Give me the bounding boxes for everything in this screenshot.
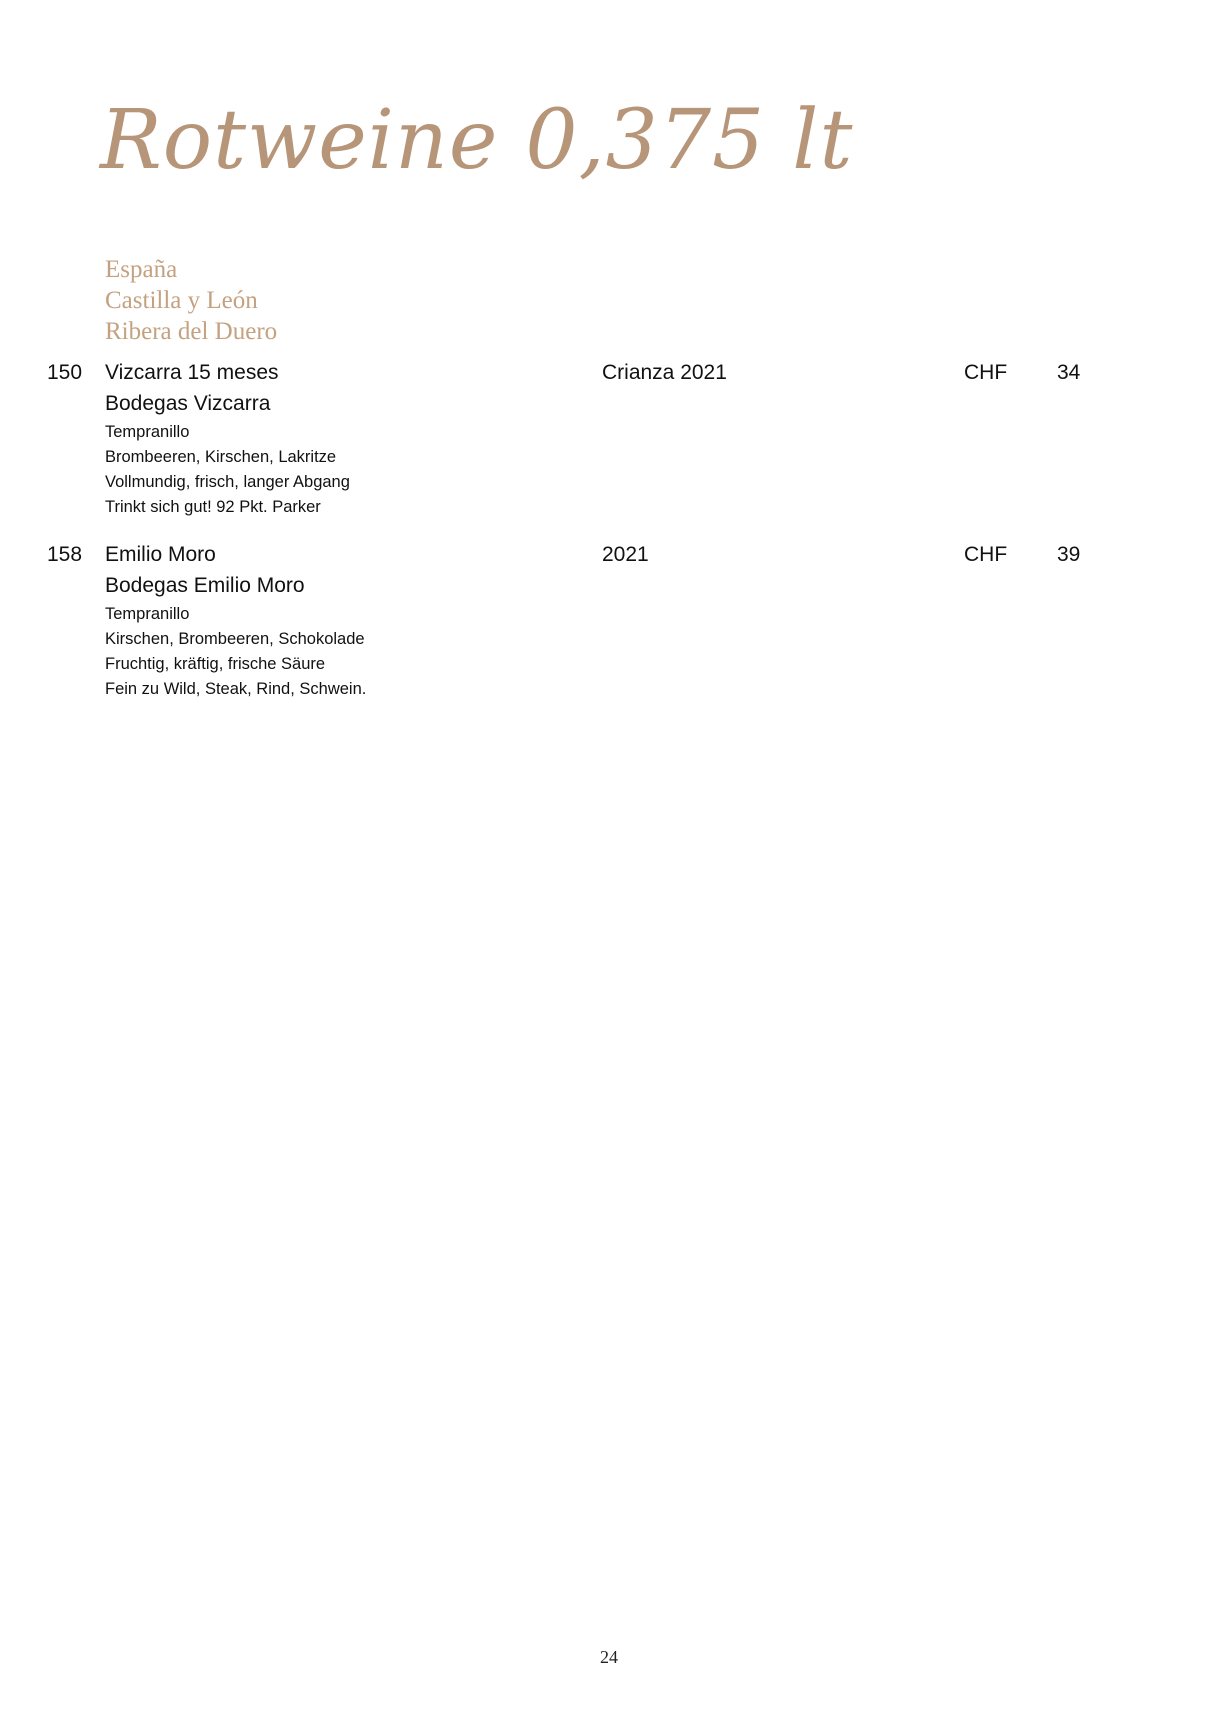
region-heading: [105, 254, 277, 347]
wine-note-aroma: Kirschen, Brombeeren, Schokolade: [105, 630, 365, 648]
region-area: Castilla y León: [105, 287, 258, 314]
wine-price: 34: [1057, 361, 1081, 384]
wine-price: 39: [1057, 543, 1081, 566]
wine-note-remark: Trinkt sich gut! 92 Pkt. Parker: [105, 498, 321, 516]
wine-name: Emilio Moro: [105, 543, 216, 566]
wine-note-grape: Tempranillo: [105, 423, 190, 441]
wine-note-grape: Tempranillo: [105, 605, 190, 623]
wine-currency: CHF: [964, 361, 1008, 384]
wine-producer: Bodegas Emilio Moro: [105, 574, 305, 597]
region-appellation: Ribera del Duero: [105, 318, 278, 345]
wine-note-remark: Fein zu Wild, Steak, Rind, Schwein.: [105, 680, 367, 698]
wine-note-taste: Fruchtig, kräftig, frische Säure: [105, 655, 326, 673]
page-number: 24: [600, 1647, 618, 1667]
wine-note-aroma: Brombeeren, Kirschen, Lakritze: [105, 448, 337, 466]
wine-vintage: Crianza 2021: [602, 361, 727, 384]
wine-notes: [105, 420, 350, 520]
wine-number: 158: [47, 543, 83, 566]
wine-number: 150: [47, 361, 83, 384]
wine-producer: Bodegas Vizcarra: [105, 392, 271, 415]
region-country: España: [105, 256, 178, 283]
wine-note-taste: Vollmundig, frisch, langer Abgang: [105, 473, 350, 491]
wine-name: Vizcarra 15 meses: [105, 361, 279, 384]
wine-currency: CHF: [964, 543, 1008, 566]
wine-vintage: 2021: [602, 543, 649, 566]
page-title: Rotweine 0,375 lt: [100, 93, 854, 188]
wine-notes: [105, 602, 366, 702]
